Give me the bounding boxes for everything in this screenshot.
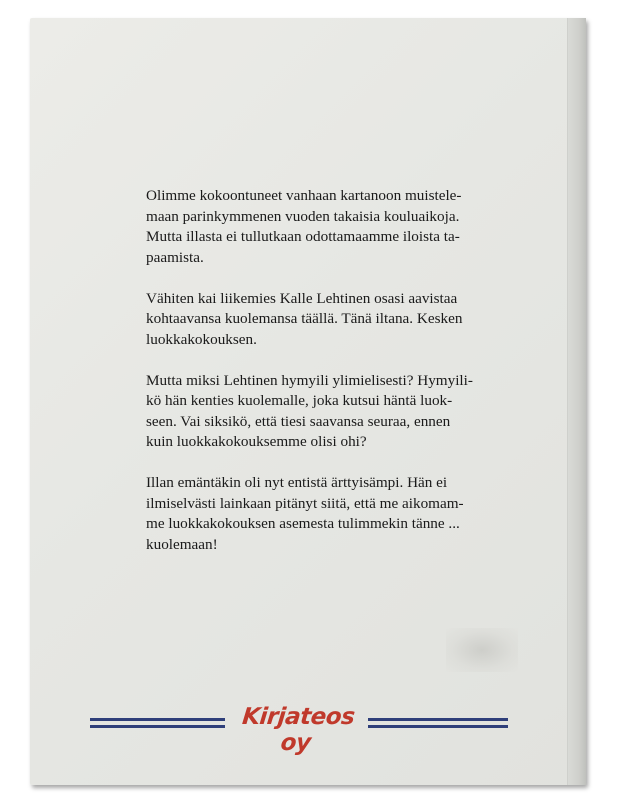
publisher-logo: Kirjateos oy [240,704,356,756]
blurb-line: luokkakokouksen. [146,330,257,348]
blurb-paragraph-3 [146,371,476,453]
blurb-line: kuolemaan! [146,535,218,553]
blurb-line: maan parinkymmenen vuoden takaisia kouluaikoja. [146,207,460,225]
blurb-paragraph-4 [146,473,476,555]
blurb-line: seen. Vai siksikö, että tiesi saavansa seuraa, ennen [146,412,451,430]
blurb-line: kohtaavansa kuolemansa täällä. Tänä iltana. Kesken [146,310,463,327]
blurb-line: Vähiten kai liikemies Kalle Lehtinen osasi aavistaa [146,289,458,307]
blurb-line: me luokkakokouksen asemesta tulimmekin tänne ... [146,515,460,532]
blurb-paragraph-2 [146,289,476,351]
logo-stripe [90,718,225,721]
blurb-line: ilmiselvästi lainkaan pitänyt siitä, että me aikomam- [146,494,464,512]
blurb-line: paamista. [146,248,204,266]
logo-stripe [368,718,508,721]
blurb-text [146,186,476,576]
book-back-cover [30,18,586,785]
blurb-line: kö hän kenties kuolemalle, joka kutsui häntä luok- [146,392,453,409]
blurb-line: Mutta miksi Lehtinen hymyili ylimielisesti? Hymyili- [146,371,473,389]
blurb-line: kuin luokkakokouksemme olisi ohi? [146,433,367,450]
book-spine-edge [567,18,586,785]
blurb-line: Mutta illasta ei tullutkaan odottamaamme iloista ta- [146,228,460,245]
logo-stripe [90,725,225,728]
publisher-logo-band [30,704,568,756]
blurb-line: Olimme kokoontuneet vanhaan kartanoon muistele- [146,187,462,204]
price-sticker-residue [446,628,518,672]
blurb-line: Illan emäntäkin oli nyt entistä ärttyisämpi. Hän ei [146,474,448,491]
logo-stripe [368,725,508,728]
blurb-paragraph-1 [146,186,476,268]
